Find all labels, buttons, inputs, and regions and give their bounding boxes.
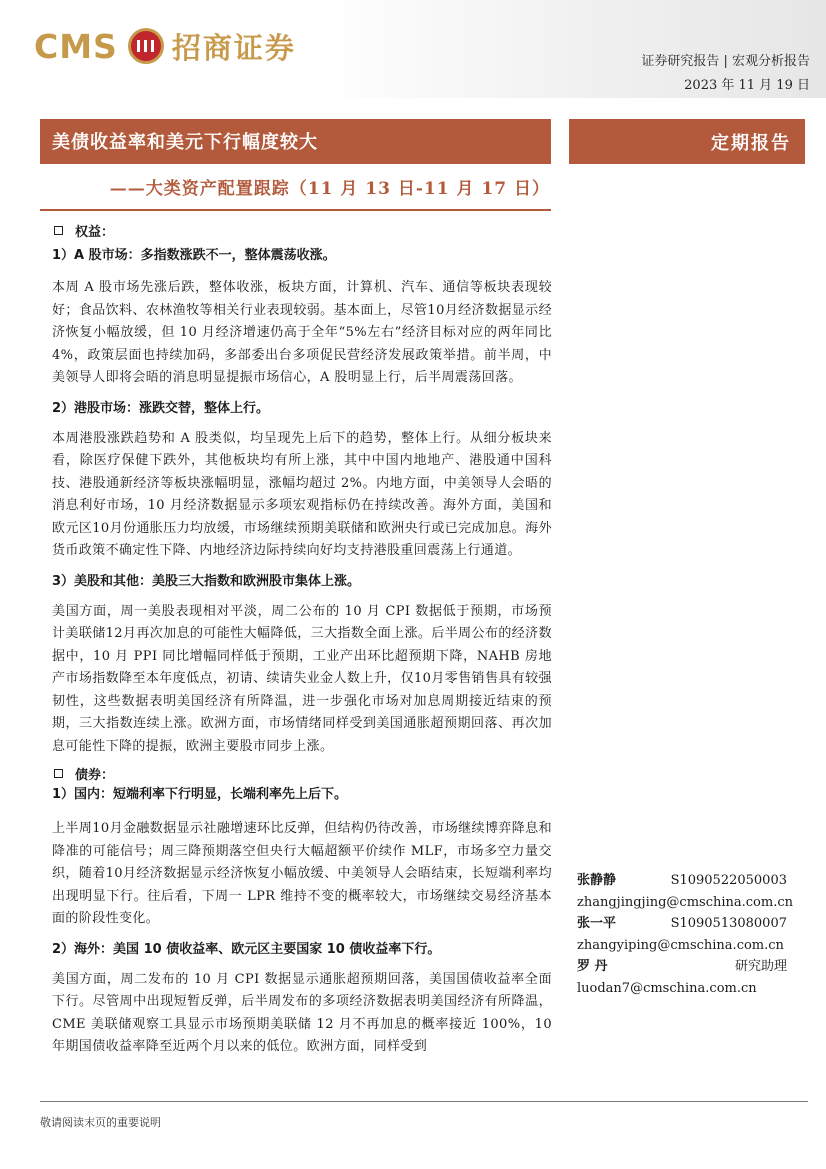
section-heading-text: 债券：	[75, 767, 115, 783]
paragraph: 本周 A 股市场先涨后跌，整体收涨，板块方面，计算机、汽车、通信等板块表现较好；食品饮料、农林渔牧等相关行业表现较弱。基本面上，尽管10月经济数据显示经济恢复小幅放缓，但 10 月经济增速仍高于全年“5%左右”经济目标对应的两年同比 4%，政策层面也持续加码，多部委出台多项促民营经济发展政策举措。前半周，中美领导人即将会晤的消息明显提振市场信心，A 股明显上行，后半周震荡回落。	[52, 280, 552, 385]
checkbox-bullet-icon	[54, 769, 63, 778]
title-divider	[40, 209, 551, 211]
cms-logo	[34, 22, 296, 70]
report-subtitle: ——大类资产配置跟踪（11 月 13 日-11 月 17 日）	[109, 179, 550, 199]
subsection-title: 2）港股市场：涨跌交替，整体上行。	[52, 400, 270, 416]
footer-divider	[40, 1101, 808, 1102]
section-heading-bonds	[52, 762, 552, 784]
paragraph: 上半周10月金融数据显示社融增速环比反弹，但结构仍待改善，市场继续博弈降息和降准的可能信号；周三降预期落空但央行大幅超额平价续作 MLF，市场多空力量交织，随着10月经济数据显示经济恢复小幅放缓、中美领导人会晤结束，长短端利率均出现明显下行。往后看，下周一 LPR 维持不变的概率较大，市场继续交易经济基本面的阶段性变化。	[52, 821, 552, 926]
analyst-cert: S1090522050003	[670, 873, 787, 888]
logo-chinese-text: 招商证券	[171, 30, 296, 65]
subsection-title: 3）美股和其他：美股三大指数和欧洲股市集体上涨。	[52, 573, 361, 589]
analyst-row	[577, 913, 787, 935]
subsection-title: 1）国内：短端利率下行明显，长端利率先上后下。	[52, 787, 348, 802]
analyst-name: 张静静	[577, 873, 617, 888]
logo-emblem-icon	[128, 28, 164, 64]
subsection-title: 1）A 股市场：多指数涨跌不一，整体震荡收涨。	[52, 248, 336, 263]
title-banner	[40, 119, 551, 164]
analyst-row	[577, 956, 787, 978]
analyst-email[interactable]: zhangjingjing@cmschina.com.cn	[577, 894, 793, 910]
paragraph: 美国方面，周二发布的 10 月 CPI 数据显示通胀超预期回落，美国国债收益率全面下行。尽管周中出现短暂反弹，后半周发布的多项经济数据表明美国经济有所降温，CME 美联储观察工具显示市场预期美联储 12 月不再加息的概率接近 100%，10 年期国债收益率降至近两个月以来的低位。欧洲方面，同样受到	[52, 971, 552, 1054]
main-content	[52, 219, 552, 1059]
report-date: 2023 年 11 月 19 日	[684, 78, 810, 93]
footer-note: 敬请阅读末页的重要说明	[40, 1116, 161, 1129]
analyst-email[interactable]: zhangyiping@cmschina.com.cn	[577, 937, 784, 953]
analyst-cert: S1090513080007	[670, 916, 787, 931]
checkbox-bullet-icon	[54, 226, 63, 235]
report-category: 定期报告	[711, 133, 791, 154]
logo-latin-text: CMS	[34, 26, 118, 66]
report-title: 美债收益率和美元下行幅度较大	[52, 132, 318, 153]
report-category-banner	[569, 119, 805, 164]
analyst-row	[577, 870, 787, 892]
analyst-info	[577, 870, 793, 999]
paragraph: 美国方面，周一美股表现相对平淡，周二公布的 10 月 CPI 数据低于预期，市场预计美联储12月再次加息的可能性大幅降低，三大指数全面上涨。后半周公布的经济数据中，10 月 PPI 同比增幅同样低于预期，工业产出环比超预期下降，NAHB 房地产市场指数降至本年度低点，初请、续请失业金人数上升，仅10月零售销售具有较强韧性，这些数据表明美国经济有所降温，进一步强化市场对加息周期接近结束的预期，三大指数连续上涨。欧洲方面，市场情绪同样受到美国通胀超预期回落、再次加息可能性下降的提振，欧洲主要股市同步上涨。	[52, 603, 552, 754]
analyst-name: 张一平	[577, 916, 617, 931]
section-heading-text: 权益：	[75, 224, 115, 240]
analyst-email[interactable]: luodan7@cmschina.com.cn	[577, 980, 757, 996]
analyst-role: 研究助理	[734, 959, 787, 974]
report-type: 证券研究报告 | 宏观分析报告	[641, 54, 810, 69]
paragraph: 本周港股涨跌趋势和 A 股类似，均呈现先上后下的趋势，整体上行。从细分板块来看，除医疗保健下跌外，其他板块均有所上涨，其中中国内地地产、港股通中国科技、港股通新经济等板块涨幅明显，涨幅均超过 2%。内地方面，中美领导人会晤的消息利好市场，10 月经济数据显示多项宏观指标仍在持续改善。海外方面，美国和欧元区10月份通胀压力均放缓，市场继续预期美联储和欧洲央行或已完成加息。海外货币政策不确定性下降、内地经济边际持续向好均支持港股重回震荡上行通道。	[52, 430, 552, 558]
subsection-title: 2）海外：美国 10 债收益率、欧元区主要国家 10 债收益率下行。	[52, 941, 441, 957]
section-heading-equity	[52, 219, 552, 241]
analyst-name: 罗 丹	[577, 959, 608, 974]
